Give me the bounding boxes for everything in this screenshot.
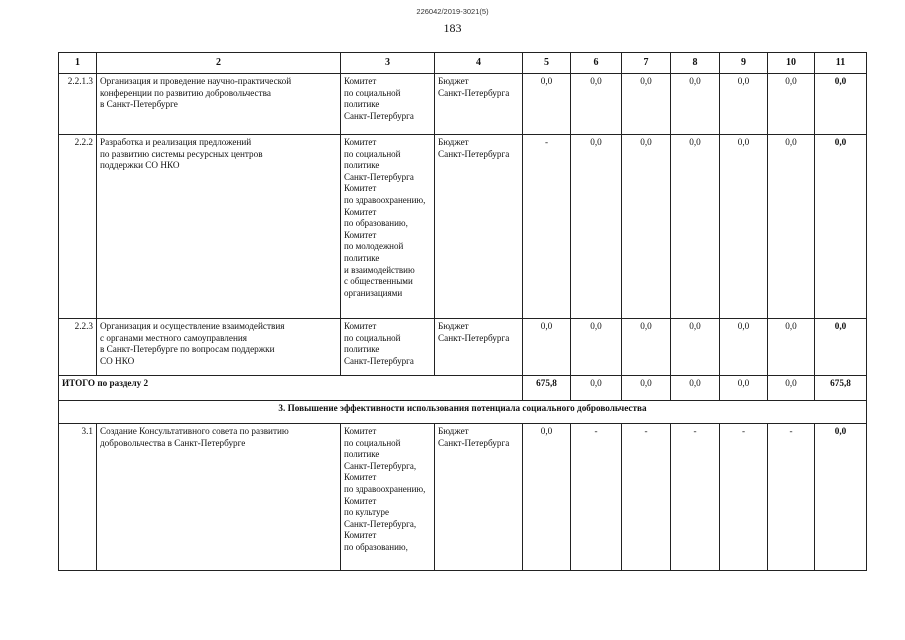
funding-source: Бюджет Санкт-Петербурга	[435, 135, 523, 319]
table-row	[59, 135, 867, 319]
value-cell: 0,0	[571, 74, 622, 135]
value-cell: 0,0	[720, 376, 768, 401]
value-cell: 675,8	[523, 376, 571, 401]
activity-name: Создание Консультативного совета по развитию добровольчества в Санкт-Петербурге	[97, 424, 341, 571]
column-header: 4	[435, 53, 523, 74]
section-total-label: ИТОГО по разделу 2	[59, 376, 523, 401]
value-cell: 0,0	[671, 376, 720, 401]
executor: Комитет по социальной политике Санкт-Петербурга Комитет по здравоохранению, Комитет по образованию, Комитет по молодежной политике и взаимодействию с общественными организациями	[341, 135, 435, 319]
value-cell: 0,0	[720, 319, 768, 376]
value-cell: 0,0	[671, 319, 720, 376]
column-header: 9	[720, 53, 768, 74]
budget-table	[58, 52, 867, 571]
row-number: 3.1	[59, 424, 97, 571]
value-cell: 0,0	[523, 319, 571, 376]
value-cell: 0,0	[720, 74, 768, 135]
value-cell: 0,0	[571, 376, 622, 401]
value-cell: 0,0	[768, 376, 815, 401]
value-cell: -	[720, 424, 768, 571]
executor: Комитет по социальной политике Санкт-Петербурга, Комитет по здравоохранению, Комитет по культуре Санкт-Петербурга, Комитет по образованию,	[341, 424, 435, 571]
value-cell: 0,0	[622, 319, 671, 376]
value-cell: -	[571, 424, 622, 571]
value-cell: -	[671, 424, 720, 571]
column-header: 10	[768, 53, 815, 74]
value-cell: -	[523, 135, 571, 319]
column-header: 1	[59, 53, 97, 74]
value-cell: 0,0	[622, 74, 671, 135]
row-number: 2.2.3	[59, 319, 97, 376]
column-header: 8	[671, 53, 720, 74]
table-row	[59, 424, 867, 571]
total-value-cell: 0,0	[815, 424, 867, 571]
value-cell: 0,0	[768, 74, 815, 135]
value-cell: 0,0	[768, 135, 815, 319]
column-header: 2	[97, 53, 341, 74]
table-row	[59, 319, 867, 376]
value-cell: 0,0	[671, 74, 720, 135]
value-cell: 0,0	[523, 424, 571, 571]
value-cell: 0,0	[523, 74, 571, 135]
activity-name: Разработка и реализация предложений по развитию системы ресурсных центров поддержки СО НКО	[97, 135, 341, 319]
value-cell: 0,0	[571, 319, 622, 376]
row-number: 2.2.2	[59, 135, 97, 319]
total-value-cell: 0,0	[815, 319, 867, 376]
section-total-row	[59, 376, 867, 401]
column-header: 6	[571, 53, 622, 74]
value-cell: 0,0	[622, 376, 671, 401]
value-cell: 0,0	[720, 135, 768, 319]
activity-name: Организация и проведение научно-практической конференции по развитию добровольчества в Санкт-Петербурге	[97, 74, 341, 135]
page-number: 183	[443, 21, 462, 35]
row-number: 2.2.1.3	[59, 74, 97, 135]
funding-source: Бюджет Санкт-Петербурга	[435, 74, 523, 135]
value-cell: -	[768, 424, 815, 571]
executor: Комитет по социальной политике Санкт-Петербурга	[341, 74, 435, 135]
total-value-cell: 0,0	[815, 135, 867, 319]
activity-name: Организация и осуществление взаимодействия с органами местного самоуправления в Санкт-Петербурге по вопросам поддержки СО НКО	[97, 319, 341, 376]
value-cell: 0,0	[671, 135, 720, 319]
column-header: 5	[523, 53, 571, 74]
funding-source: Бюджет Санкт-Петербурга	[435, 319, 523, 376]
value-cell: -	[622, 424, 671, 571]
section-heading: 3. Повышение эффективности использования потенциала социального добровольчества	[59, 401, 867, 424]
section-heading-row	[59, 401, 867, 424]
column-header: 3	[341, 53, 435, 74]
document-code: 226042/2019-3021(5)	[416, 7, 489, 16]
total-value-cell: 675,8	[815, 376, 867, 401]
column-header: 7	[622, 53, 671, 74]
funding-source: Бюджет Санкт-Петербурга	[435, 424, 523, 571]
value-cell: 0,0	[622, 135, 671, 319]
header-row	[59, 53, 867, 74]
value-cell: 0,0	[768, 319, 815, 376]
executor: Комитет по социальной политике Санкт-Петербурга	[341, 319, 435, 376]
value-cell: 0,0	[571, 135, 622, 319]
column-header: 11	[815, 53, 867, 74]
table-row	[59, 74, 867, 135]
total-value-cell: 0,0	[815, 74, 867, 135]
